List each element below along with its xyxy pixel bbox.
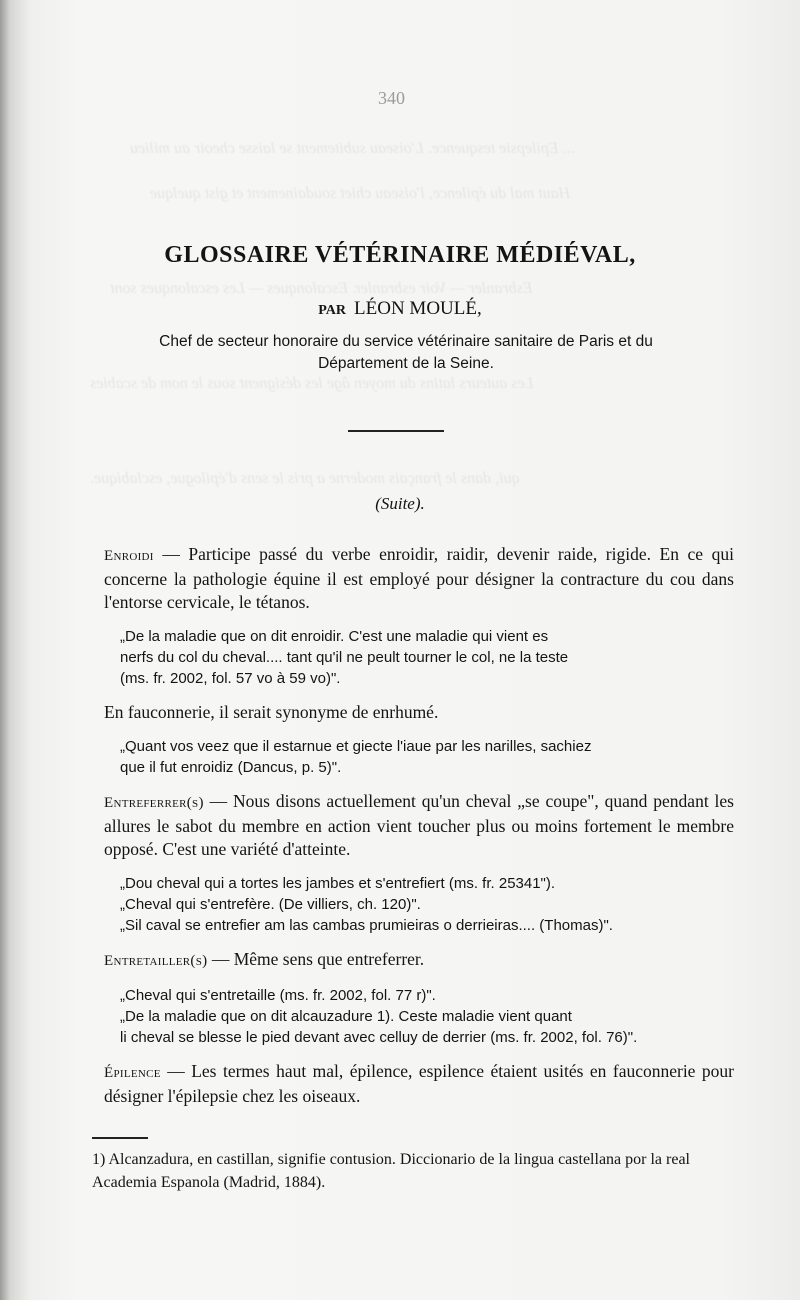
quotation-line: „De la maladie que on dit alcauzadure 1). Ceste maladie vient quant <box>120 1008 572 1025</box>
article-title: GLOSSAIRE VÉTÉRINAIRE MÉDIÉVAL, <box>164 242 636 268</box>
section-divider <box>348 430 444 432</box>
quotation-line: (ms. fr. 2002, fol. 57 vo à 59 vo)". <box>120 670 341 687</box>
footnote: 1) Alcanzadura, en castillan, signifie contusion. Diccionario de la lingua castellana por la real Academia Espanola (Madrid, 1884). <box>92 1151 690 1191</box>
glossary-entry <box>84 543 734 614</box>
author-line <box>0 298 800 320</box>
entry-definition: — Les termes haut mal, épilence, espilence étaient usités en fauconnerie pour désigner l'épilepsie chez les oiseaux. <box>104 1061 734 1106</box>
glossary-entry <box>84 790 734 861</box>
author-affiliation <box>96 331 716 375</box>
entry-note: En fauconnerie, il serait synonyme de enrhumé. <box>104 702 439 722</box>
quotation-line: „Cheval qui s'entrefère. (De villiers, ch. 120)". <box>120 896 421 913</box>
show-through-text: Les auteurs latins du moyen âge les désignent sous le nom de scabies <box>90 375 534 392</box>
quotation-line: „Quant vos veez que il estarnue et giecte l'iaue par les narilles, sachiez <box>120 738 592 755</box>
glossary-entry <box>84 1060 734 1108</box>
quotation-line: „De la maladie que on dit enroidir. C'est une maladie qui vient es <box>120 628 549 645</box>
quotation-line: nerfs du col du cheval.... tant qu'il ne peult tourner le col, ne la teste <box>120 649 569 666</box>
show-through-text: ... Epilepsie tesquence. L'oiseau subitement se laisse cheoir au milieu <box>130 140 575 157</box>
footnote-rule <box>92 1137 148 1139</box>
entry-term: Entreferrer(s) <box>104 795 204 811</box>
glossary-entry <box>84 948 734 973</box>
entry-quotation <box>84 626 734 689</box>
entry-quotation <box>84 985 734 1048</box>
show-through-text: Haut mal du épilence, l'oiseau chiet soudainement et gist quelque <box>150 185 571 202</box>
quotation-line: „Cheval qui s'entretaille (ms. fr. 2002, fol. 77 r)". <box>120 987 436 1004</box>
quotation-line: li cheval se blesse le pied devant avec celluy de derrier (ms. fr. 2002, fol. 76)". <box>120 1029 638 1046</box>
affiliation-line: Département de la Seine. <box>318 355 494 372</box>
quotation-line: „Sil caval se entrefier am las cambas prumieiras o derrieiras.... (Thomas)". <box>120 917 613 934</box>
quotation-line: „Dou cheval qui a tortes les jambes et s'entrefiert (ms. fr. 25341"). <box>120 875 556 892</box>
quotation-line: que il fut enroidiz (Dancus, p. 5)". <box>120 759 342 776</box>
author-name: LÉON MOULÉ, <box>354 298 482 319</box>
entry-definition: — Même sens que entreferrer. <box>207 949 425 969</box>
entry-definition: — Nous disons actuellement qu'un cheval „se coupe", quand pendant les allures le sabot du membre en action vient toucher plus ou moins fortement le membre opposé. C'est une variété d'atteinte. <box>104 791 734 859</box>
glossary-body <box>84 543 734 1120</box>
entry-quotation <box>84 873 734 936</box>
entry-term: Enroidi <box>104 548 154 564</box>
entry-term: Épilence <box>104 1065 161 1081</box>
suite-label: (Suite). <box>375 494 425 513</box>
affiliation-line: Chef de secteur honoraire du service vétérinaire sanitaire de Paris et du <box>159 333 653 350</box>
show-through-text: qui, dans le français moderne a pris le sens d'épilogue, esclabique. <box>90 470 520 487</box>
author-prefix: PAR <box>318 303 347 318</box>
entry-term: Entretailler(s) <box>104 953 208 969</box>
page-number: 340 <box>378 88 405 108</box>
entry-definition: — Participe passé du verbe enroidir, raidir, devenir raide, rigide. En ce qui concerne la pathologie équine il est employé pour désigner la contracture du cou dans l'entorse cervicale, le tétanos. <box>104 544 734 612</box>
entry-quotation <box>84 736 734 778</box>
show-through-text: Esbranler — Voir esbranler. Escalonques — Les escalonques sont <box>110 280 533 297</box>
